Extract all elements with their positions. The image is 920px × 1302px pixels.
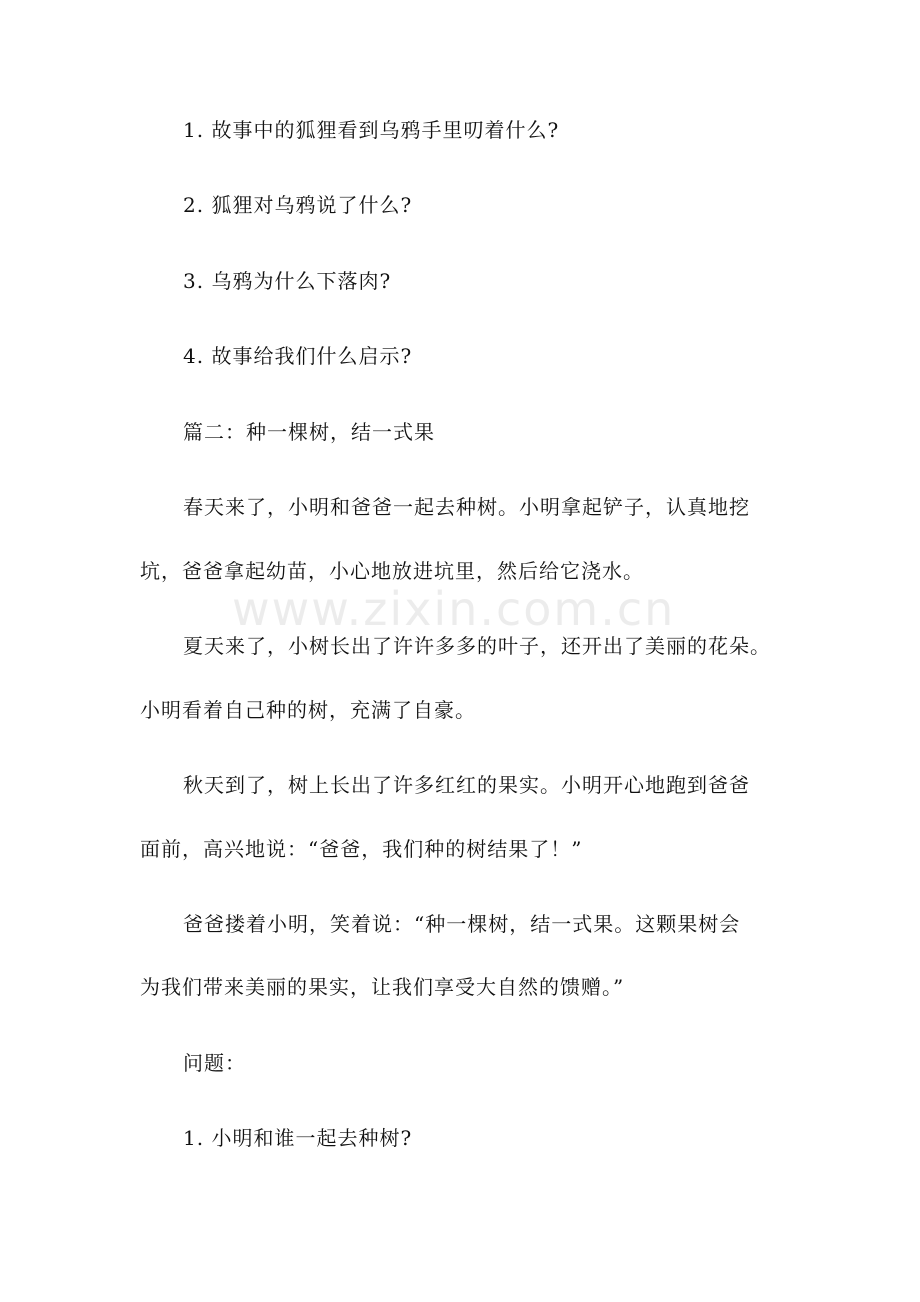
paragraph-autumn-line-1: 秋天到了，树上长出了许多红红的果实。小明开心地跑到爸爸 [183, 773, 750, 797]
question-lesson: 4. 故事给我们什么启示? [183, 344, 413, 368]
paragraph-spring-line-1: 春天来了，小明和爸爸一起去种树。小明拿起铲子，认真地挖 [183, 495, 750, 519]
paragraph-dad-line-2: 为我们带来美丽的果实，让我们享受大自然的馈赠。” [140, 975, 625, 999]
section-heading: 篇二：种一棵树，结一式果 [183, 420, 435, 444]
questions-heading: 问题： [183, 1051, 246, 1075]
question-fox-says: 2. 狐狸对乌鸦说了什么? [183, 193, 413, 217]
paragraph-autumn-line-2: 面前，高兴地说：“爸爸，我们种的树结果了！” [140, 837, 583, 861]
paragraph-dad-line-1: 爸爸搂着小明，笑着说：“种一棵树，结一式果。这颗果树会 [183, 912, 741, 936]
question-who-plants: 1. 小明和谁一起去种树? [183, 1126, 413, 1150]
question-crow-drops: 3. 乌鸦为什么下落肉? [183, 269, 392, 293]
watermark: www.zixin.com.cn [232, 582, 676, 636]
paragraph-spring-line-2: 坑，爸爸拿起幼苗，小心地放进坑里，然后给它浇水。 [140, 559, 644, 583]
question-fox-sees: 1. 故事中的狐狸看到乌鸦手里叨着什么? [183, 118, 560, 142]
paragraph-summer-line-1: 夏天来了，小树长出了许许多多的叶子，还开出了美丽的花朵。 [183, 634, 771, 658]
paragraph-summer-line-2: 小明看着自己种的树，充满了自豪。 [140, 698, 476, 722]
